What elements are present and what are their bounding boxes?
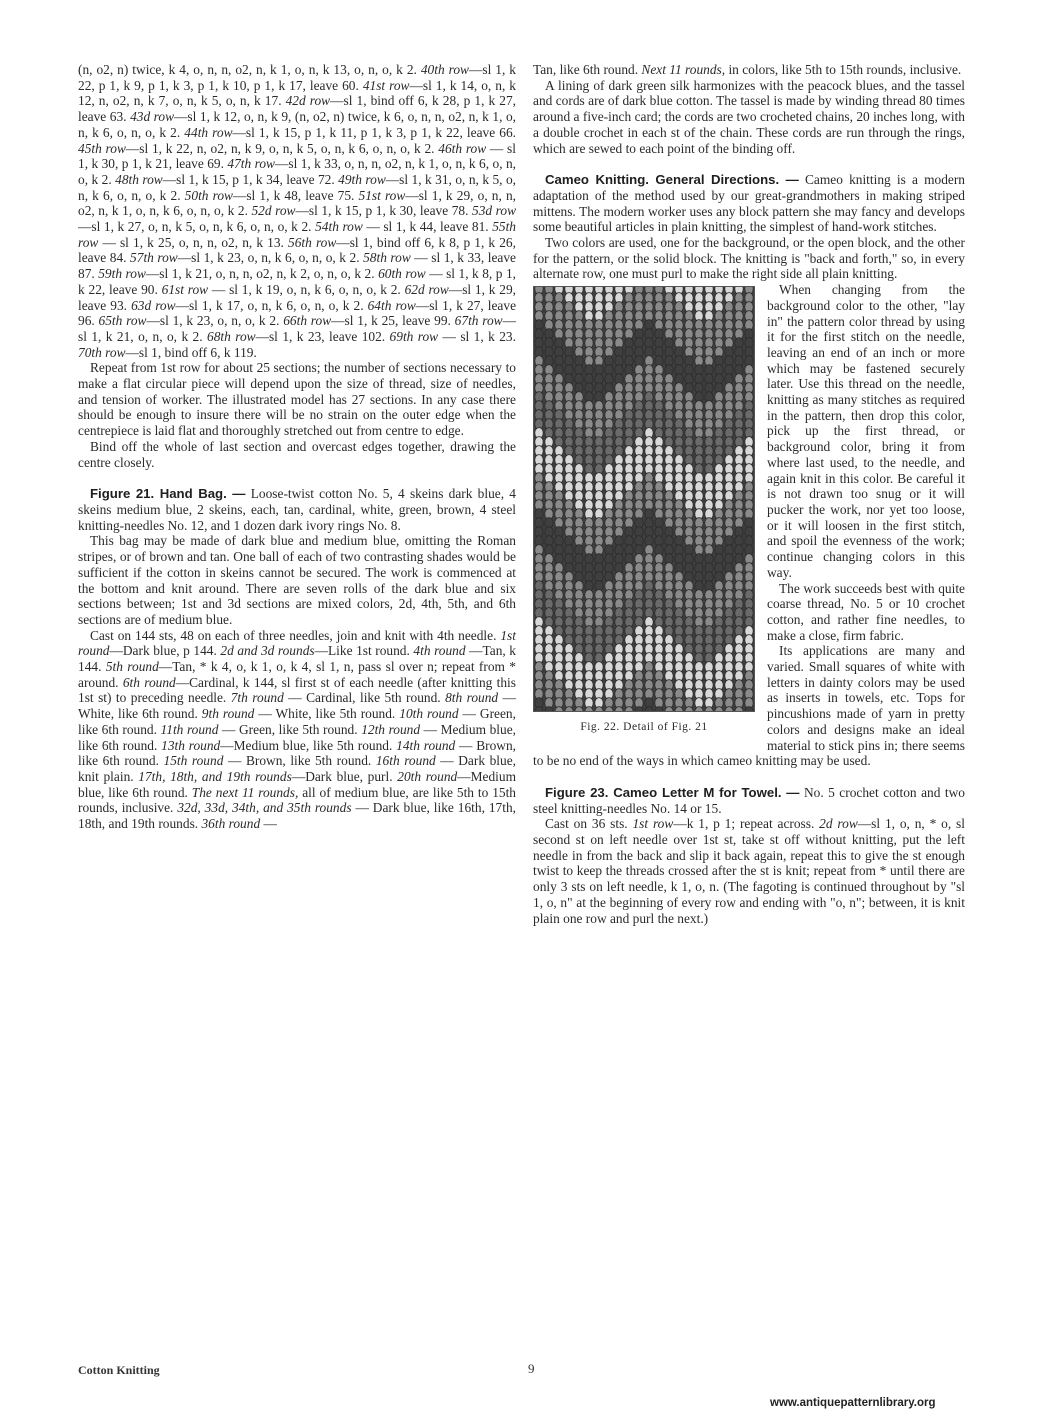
pattern-rows-paragraph: (n, o2, n) twice, k 4, o, n, n, o2, n, k 1, o, n, k 13, o, n, o, k 2. 40th row—sl 1, k 22, p 1, k 9, p 1, k 3, p 1, k 10, p 1, k 17, leave 60. 41st row—sl 1, k 14, o, n, k 12, n, o2, n, k 7, o, n, k 5, o, n, k 17. 42d row—sl 1, bind off 6, k 28, p 1, k 27, leave 63. 43d row—sl 1, k 12, o, n, k 9, (n, o2, n) twice, k 6, o, n, n, o2, n, k 1, o, n, k 6, o, n, o, k 2. 44th row—sl 1, k 15, p 1, k 11, p 1, k 3, p 1, k 22, leave 66. 45th row—sl 1, k 22, n, o2, n, k 9, o, n, k 5, o, n, k 6, o, n, o, k 2. 46th row — sl 1, k 30, p 1, k 21, leave 69. 47th row—sl 1, k 33, o, n, n, o2, n, k 1, o, n, k 6, o, n, o, k 2. 48th row—sl 1, k 15, p 1, k 34, leave 72. 49th row—sl 1, k 31, o, n, k 5, o, n, k 6, o, n, o, k 2. 50th row—sl 1, k 48, leave 75. 51st row—sl 1, k 29, o, n, n, o2, n, k 1, o, n, k 6, o, n, o, k 2. 52d row—sl 1, k 15, p 1, k 30, leave 78. 53d row—sl 1, k 27, o, n, k 5, o, n, k 6, o, n, o, k 2. 54th row — sl 1, k 44, leave 81. 55th row — sl 1, k 25, o, n, n, o2, n, k 13. 56th row—sl 1, bind off 6, k 8, p 1, k 26, leave 84. 57th row—sl 1, k 23, o, n, k 6, o, n, o, k 2. 58th row — sl 1, k 33, leave 87. 59th row—sl 1, k 21, o, n, n, o2, n, k 2, o, n, o, k 2. 60th row — sl 1, k 8, p 1, k 22, leave 90. 61st row — sl 1, k 19, o, n, k 6, o, n, o, k 2. 62d row—sl 1, k 29, leave 93. 63d row—sl 1, k 17, o, n, k 6, o, n, o, k 2. 64th row—sl 1, k 27, leave 96. 65th row—sl 1, k 23, o, n, o, k 2. 66th row—sl 1, k 25, leave 99. 67th row—sl 1, k 21, o, n, o, k 2. 68th row—sl 1, k 23, leave 102. 69th row — sl 1, k 23. 70th row—sl 1, bind off 6, k 119. xyxy=(78,62,517,360)
figure-23-heading: Figure 23. Cameo Letter M for Towel. — xyxy=(545,784,800,800)
changing-colors-paragraph: When changing from the background color to the other, "lay in" the pattern color thread by using it for the first stitch on the needle, leaving an end of an inch or more which may be fastened securely later. Use this thread on the needle, knitting as many stitches as required in the pattern, then drop this color, pick up the first thread, or background color, bring it from where last used, to the needle, and again knit in this color. Be careful it is not drawn too snug or it will pucker the work, nor yet too loose, or it will loosen in the first stitch, and spoil the evenness of the work; continue changing colors in this way. xyxy=(767,282,965,580)
figure-21-paragraph xyxy=(78,486,516,533)
knitting-detail-image xyxy=(533,286,755,712)
cameo-paragraph xyxy=(533,172,965,235)
letter-m-rows-paragraph: Cast on 36 sts. 1st row—k 1, p 1; repeat across. 2d row—sl 1, o, n, * o, sl second st on left needle over 1st st, take st off without knitting, put the left needle in from the back and slip it back again, repeat this to give the st enough twist to keep the threads crossed after the st is knit; repeat from * until there are only 3 sts on left needle, k 1, o, n. (The fagoting is continued throughout by "sl 1, o, n" at the beginning of every row and ending with "o, n"; between, it is knit plain one row and purl the next.) xyxy=(533,816,965,926)
site-url: www.antiquepatternlibrary.org xyxy=(770,1397,936,1409)
figure-22-caption: Fig. 22. Detail of Fig. 21 xyxy=(580,721,708,734)
bind-off-paragraph: Bind off the whole of last section and overcast edges together, drawing the centre closely. xyxy=(78,438,516,470)
figure-21-materials: Loose-twist cotton No. 5, 4 skeins dark blue, 4 skeins medium blue, 2 skeins, each, tan, cardinal, white, green, brown, 4 steel knitting-needles No. 12, and 1 dozen dark ivory rings No. 8. xyxy=(78,486,516,533)
bag-rounds-paragraph: Cast on 144 sts, 48 on each of three needles, join and knit with 4th needle. 1st round—Dark blue, p 144. 2d and 3d rounds—Like 1st round. 4th round —Tan, k 144. 5th round—Tan, * k 4, o, k 1, o, k 4, sl 1, n, pass sl over n; repeat from * around. 6th round—Cardinal, k 144, sl first st of each needle (after knitting this 1st st) to preceding needle. 7th round — Cardinal, like 5th round. 8th round — White, like 6th round. 9th round — White, like 5th round. 10th round — Green, like 6th round. 11th round — Green, like 5th round. 12th round — Medium blue, like 6th round. 13th round—Medium blue, like 5th round. 14th round — Brown, like 6th round. 15th round — Brown, like 5th round. 16th round — Dark blue, knit plain. 17th, 18th, and 19th rounds—Dark blue, purl. 20th round—Medium blue, like 6th round. The next 11 rounds, all of medium blue, are like 5th to 15th rounds, inclusive. 32d, 33d, 34th, and 35th rounds — Dark blue, like 16th, 17th, 18th, and 19th rounds. 36th round — xyxy=(78,627,517,832)
footer-title: Cotton Knitting xyxy=(78,1363,160,1377)
left-column xyxy=(78,62,516,832)
figure-23-paragraph xyxy=(533,785,965,816)
lining-paragraph: A lining of dark green silk harmonizes with the peacock blues, and the tassel and cords are of dark blue cotton. The tassel is made by winding thread 80 times around a five-inch card; the cords are two crocheted chains, 20 inches long, with a double crochet in each st of the chain. These cords are run through the rings, which are sewed to each point of the binding off. xyxy=(533,77,965,156)
figure-21-heading: Figure 21. Hand Bag. — xyxy=(90,486,246,502)
page-number: 9 xyxy=(528,1361,535,1376)
repeat-paragraph: Repeat from 1st row for about 25 sections; the number of sections necessary to make a flat circular piece will depend upon the size of thread, size of needles, and tension of worker. The illustrated model has 27 sections. In any case there should be enough to insure there will be no strain on the outer edge when the centrepiece is laid flat and thoroughly stretched out from centre to edge. xyxy=(78,360,516,439)
continued-round-paragraph: Tan, like 6th round. Next 11 rounds, in colors, like 5th to 15th rounds, inclusive. xyxy=(533,62,962,77)
cameo-heading: Cameo Knitting. General Directions. — xyxy=(545,172,799,188)
figure-22 xyxy=(533,286,755,736)
thread-paragraph: The work succeeds best with quite coarse thread, No. 5 or 10 crochet cotton, and rather fine needles, to make a close, firm fabric. xyxy=(767,580,965,643)
figure-23-materials: No. 5 crochet cotton and two steel knitting-needles No. 14 or 15. xyxy=(533,784,965,816)
bag-description-paragraph: This bag may be made of dark blue and medium blue, omitting the Roman stripes, or of brown and tan. One ball of each of two contrasting shades would be sufficient if the cotton in skeins cannot be secured. The work is commenced at the bottom and knit around. There are seven rolls of the dark blue and six sections between; 1st and 3d sections are mixed colors, 2d, 4th, 5th, and 6th sections are of medium blue. xyxy=(78,533,516,627)
applications-paragraph: Its applications are many and varied. Small squares of white with letters in dainty colors may be used as inserts in towels, etc. Tops for pincushions made of yarn in pretty colors and designs make an ideal material to stick pins in; there seems to be no end of the ways in which cameo knitting may be used. xyxy=(533,643,965,769)
right-column xyxy=(533,62,965,926)
cameo-intro: Cameo knitting is a modern adaptation of the method used by our great-grandmothers in making striped mittens. The modern worker uses any block pattern she may fancy and develops some beautiful articles in plain knitting, the simplest of hand-work stitches. xyxy=(533,172,966,235)
two-colors-paragraph: Two colors are used, one for the background, or the open block, and the other for the pattern, or the solid block. The knitting is "back and forth," so, in every alternate row, one must purl to make the right side all plain knitting. xyxy=(533,235,965,282)
